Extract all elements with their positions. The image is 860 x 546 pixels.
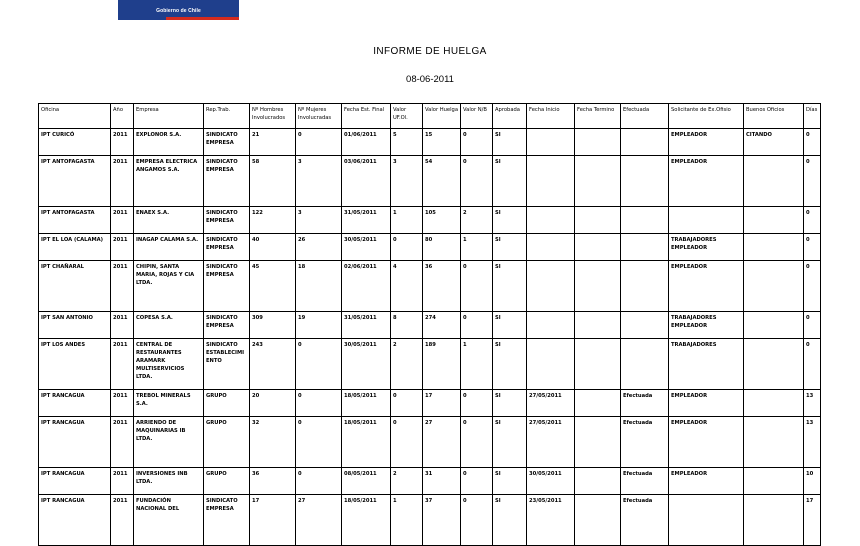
table-cell: 0 — [296, 468, 342, 495]
table-cell: EMPLEADOR — [669, 468, 744, 495]
table-cell: 27/05/2011 — [527, 390, 575, 417]
table-cell: 03/06/2011 — [342, 156, 391, 207]
table-body — [39, 129, 821, 546]
table-cell — [621, 339, 669, 390]
table-cell: 27 — [296, 495, 342, 546]
table-cell: SI — [493, 417, 527, 468]
column-header: Rep.Trab. — [204, 104, 250, 129]
table-cell: 17 — [250, 495, 296, 546]
table-cell — [744, 468, 804, 495]
table-cell: Efectuada — [621, 390, 669, 417]
table-cell: 0 — [461, 495, 493, 546]
table-cell — [575, 207, 621, 234]
table-cell: 0 — [461, 417, 493, 468]
table-cell — [575, 468, 621, 495]
table-cell — [527, 129, 575, 156]
table-cell: EMPLEADOR — [669, 417, 744, 468]
table-cell: 27/05/2011 — [527, 417, 575, 468]
table-cell: 2 — [461, 207, 493, 234]
table-cell: 2011 — [111, 468, 134, 495]
table-cell: IPT SAN ANTONIO — [39, 312, 111, 339]
column-header: Nº Mujeres Involucradas — [296, 104, 342, 129]
table-cell: 1 — [461, 339, 493, 390]
table-cell: 243 — [250, 339, 296, 390]
table-cell: 0 — [804, 261, 821, 312]
table-cell: INAGAP CALAMA S.A. — [134, 234, 204, 261]
table-cell: 0 — [804, 207, 821, 234]
table-row — [39, 339, 821, 390]
table-cell: TREBOL MINERALS S.A. — [134, 390, 204, 417]
table-cell — [527, 156, 575, 207]
column-header: Oficina — [39, 104, 111, 129]
table-cell: CENTRAL DE RESTAURANTES ARAMARK MULTISERVICIOS LTDA. — [134, 339, 204, 390]
table-cell — [621, 312, 669, 339]
column-header: Nº Hombres Involucrados — [250, 104, 296, 129]
table-cell: 0 — [804, 312, 821, 339]
table-cell — [527, 339, 575, 390]
table-cell: IPT CURICÓ — [39, 129, 111, 156]
table-cell: 8 — [391, 312, 423, 339]
table-cell: 19 — [296, 312, 342, 339]
table-cell: 0 — [296, 129, 342, 156]
table-cell: Efectuada — [621, 495, 669, 546]
table-row — [39, 207, 821, 234]
table-cell: 31/05/2011 — [342, 207, 391, 234]
table-cell: 0 — [804, 339, 821, 390]
table-row — [39, 468, 821, 495]
table-cell: SI — [493, 468, 527, 495]
table-cell: 3 — [296, 207, 342, 234]
table-cell — [575, 234, 621, 261]
table-cell — [744, 156, 804, 207]
table-cell: 37 — [423, 495, 461, 546]
table-cell: 274 — [423, 312, 461, 339]
table-cell: SINDICATO EMPRESA — [204, 156, 250, 207]
table-cell: 18 — [296, 261, 342, 312]
table-cell: 08/05/2011 — [342, 468, 391, 495]
table-cell: SI — [493, 390, 527, 417]
table-cell: 2011 — [111, 339, 134, 390]
table-cell: COPESA S.A. — [134, 312, 204, 339]
column-header: Año — [111, 104, 134, 129]
table-cell: ENAEX S.A. — [134, 207, 204, 234]
table-cell — [621, 261, 669, 312]
table-cell: 2 — [391, 468, 423, 495]
table-cell — [575, 417, 621, 468]
table-cell: CITANDO — [744, 129, 804, 156]
table-cell: 15 — [423, 129, 461, 156]
table-row — [39, 417, 821, 468]
column-header: Buenos Oficios — [744, 104, 804, 129]
table-cell: 0 — [804, 129, 821, 156]
table-cell: ARRIENDO DE MAQUINARIAS IB LTDA. — [134, 417, 204, 468]
table-cell: 01/06/2011 — [342, 129, 391, 156]
table-cell — [744, 339, 804, 390]
table-cell — [527, 312, 575, 339]
table-cell: 27 — [423, 417, 461, 468]
logo-stripe — [118, 17, 239, 20]
table-cell: 5 — [391, 129, 423, 156]
table-cell: 2011 — [111, 234, 134, 261]
table-cell — [527, 207, 575, 234]
table-cell: EMPLEADOR — [669, 129, 744, 156]
table-cell: SINDICATO EMPRESA — [204, 207, 250, 234]
table-cell: 0 — [296, 390, 342, 417]
column-header: Empresa — [134, 104, 204, 129]
table-cell — [575, 339, 621, 390]
table-cell: 13 — [804, 417, 821, 468]
table-cell: 2011 — [111, 495, 134, 546]
table-cell: 0 — [391, 234, 423, 261]
table-cell: IPT CHAÑARAL — [39, 261, 111, 312]
table-row — [39, 312, 821, 339]
table-cell — [527, 234, 575, 261]
table-cell: 0 — [804, 156, 821, 207]
table-cell — [621, 129, 669, 156]
table-cell — [744, 234, 804, 261]
table-cell — [744, 207, 804, 234]
column-header: Aprobada — [493, 104, 527, 129]
table-cell: 17 — [423, 390, 461, 417]
table-row — [39, 390, 821, 417]
table-cell: 45 — [250, 261, 296, 312]
table-cell: SI — [493, 129, 527, 156]
table-cell: TRABAJADORES EMPLEADOR — [669, 312, 744, 339]
table-cell: 02/06/2011 — [342, 261, 391, 312]
table-cell: 2011 — [111, 129, 134, 156]
table-cell: IPT EL LOA (CALAMA) — [39, 234, 111, 261]
table-cell: GRUPO — [204, 390, 250, 417]
table-cell: SINDICATO EMPRESA — [204, 261, 250, 312]
table-cell: 58 — [250, 156, 296, 207]
table-cell: 17 — [804, 495, 821, 546]
table-cell — [621, 234, 669, 261]
table-cell: 0 — [461, 312, 493, 339]
table-cell: 23/05/2011 — [527, 495, 575, 546]
table-cell: 30/05/2011 — [342, 339, 391, 390]
table-row — [39, 495, 821, 546]
table-cell: 0 — [296, 339, 342, 390]
table-cell: 31/05/2011 — [342, 312, 391, 339]
table-cell — [744, 417, 804, 468]
table-cell: 0 — [461, 468, 493, 495]
table-cell: 2011 — [111, 207, 134, 234]
table-cell: IPT ANTOFAGASTA — [39, 207, 111, 234]
table-cell: 4 — [391, 261, 423, 312]
table-cell — [621, 156, 669, 207]
table-cell: GRUPO — [204, 417, 250, 468]
column-header: Fecha Est. Final — [342, 104, 391, 129]
table-cell: SI — [493, 495, 527, 546]
report-date: 08-06-2011 — [406, 74, 454, 85]
table-cell — [744, 390, 804, 417]
column-header: Valor N/B — [461, 104, 493, 129]
table-cell: EMPLEADOR — [669, 390, 744, 417]
table-cell: 3 — [296, 156, 342, 207]
table-cell: 30/05/2011 — [342, 234, 391, 261]
table-cell — [744, 312, 804, 339]
table-cell: GRUPO — [204, 468, 250, 495]
strike-report-table — [38, 103, 821, 546]
table-cell: 2011 — [111, 312, 134, 339]
table-cell: 189 — [423, 339, 461, 390]
table-cell: 18/05/2011 — [342, 495, 391, 546]
table-cell: SINDICATO EMPRESA — [204, 312, 250, 339]
column-header: Fecha Inicio — [527, 104, 575, 129]
table-cell: SI — [493, 207, 527, 234]
table-cell: 80 — [423, 234, 461, 261]
table-cell: 0 — [461, 156, 493, 207]
table-cell: SINDICATO ESTABLECIMIENTO — [204, 339, 250, 390]
table-cell: 2011 — [111, 156, 134, 207]
table-cell: SI — [493, 234, 527, 261]
table-cell: 40 — [250, 234, 296, 261]
table-cell: IPT RANCAGUA — [39, 390, 111, 417]
column-header: Valor Huelga — [423, 104, 461, 129]
table-cell: 2011 — [111, 390, 134, 417]
table-cell: 3 — [391, 156, 423, 207]
table-cell: 1 — [391, 207, 423, 234]
table-cell: 2011 — [111, 261, 134, 312]
table-cell: 18/05/2011 — [342, 417, 391, 468]
table-cell: 21 — [250, 129, 296, 156]
table-cell: EXPLONOR S.A. — [134, 129, 204, 156]
table-cell: 1 — [391, 495, 423, 546]
table-cell: 0 — [804, 234, 821, 261]
table-row — [39, 156, 821, 207]
table-cell: 0 — [461, 129, 493, 156]
table-cell: CHIPIN, SANTA MARIA, ROJAS Y CIA LTDA. — [134, 261, 204, 312]
table-cell: IPT RANCAGUA — [39, 468, 111, 495]
table-cell: SI — [493, 156, 527, 207]
column-header: Solicitante de Ex.Ofisio — [669, 104, 744, 129]
table-cell: 10 — [804, 468, 821, 495]
government-logo — [118, 0, 239, 17]
table-cell — [575, 495, 621, 546]
table-cell: 36 — [250, 468, 296, 495]
table-cell: 18/05/2011 — [342, 390, 391, 417]
table-cell: IPT RANCAGUA — [39, 417, 111, 468]
table-cell: 122 — [250, 207, 296, 234]
table-cell: 26 — [296, 234, 342, 261]
table-cell: 31 — [423, 468, 461, 495]
table-row — [39, 234, 821, 261]
table-cell: 309 — [250, 312, 296, 339]
table-cell: EMPRESA ELECTRICA ANGAMOS S.A. — [134, 156, 204, 207]
table-cell: 105 — [423, 207, 461, 234]
table-cell — [527, 261, 575, 312]
table-cell: 0 — [461, 261, 493, 312]
table-cell: INVERSIONES INB LTDA. — [134, 468, 204, 495]
column-header: Efectuada — [621, 104, 669, 129]
table-cell: IPT LOS ANDES — [39, 339, 111, 390]
table-cell — [575, 261, 621, 312]
table-cell: IPT RANCAGUA — [39, 495, 111, 546]
table-cell: EMPLEADOR — [669, 261, 744, 312]
report-title: INFORME DE HUELGA — [373, 46, 487, 57]
table-cell: 36 — [423, 261, 461, 312]
table-cell: 0 — [461, 390, 493, 417]
table-cell — [744, 495, 804, 546]
table-cell — [575, 390, 621, 417]
table-cell: 30/05/2011 — [527, 468, 575, 495]
table-cell: SINDICATO EMPRESA — [204, 234, 250, 261]
column-header: Días — [804, 104, 821, 129]
table-cell: 0 — [296, 417, 342, 468]
table-cell: IPT ANTOFAGASTA — [39, 156, 111, 207]
table-cell: 54 — [423, 156, 461, 207]
table-cell: SI — [493, 339, 527, 390]
table-cell: SI — [493, 312, 527, 339]
table-cell: SINDICATO EMPRESA — [204, 129, 250, 156]
table-cell: 2 — [391, 339, 423, 390]
table-cell: Efectuada — [621, 417, 669, 468]
table-cell: Efectuada — [621, 468, 669, 495]
table-cell: SINDICATO EMPRESA — [204, 495, 250, 546]
table-cell: 0 — [391, 417, 423, 468]
table-cell — [744, 261, 804, 312]
table-header-row — [39, 104, 821, 129]
table-row — [39, 129, 821, 156]
table-cell: 13 — [804, 390, 821, 417]
table-cell: SI — [493, 261, 527, 312]
logo-text: Gobierno de Chile — [156, 8, 201, 14]
table-cell: TRABAJADORES EMPLEADOR — [669, 234, 744, 261]
table-cell — [669, 495, 744, 546]
column-header: Fecha Termino — [575, 104, 621, 129]
table-cell: EMPLEADOR — [669, 156, 744, 207]
table-cell — [575, 129, 621, 156]
table-row — [39, 261, 821, 312]
column-header: Valor UF.Ol. — [391, 104, 423, 129]
table-cell: 20 — [250, 390, 296, 417]
table-cell: 0 — [391, 390, 423, 417]
table-cell — [575, 156, 621, 207]
table-cell: 2011 — [111, 417, 134, 468]
table-cell: FUNDACIÓN NACIONAL DEL — [134, 495, 204, 546]
table-cell: 32 — [250, 417, 296, 468]
table-cell: 1 — [461, 234, 493, 261]
table-cell — [669, 207, 744, 234]
table-cell — [621, 207, 669, 234]
table-cell — [575, 312, 621, 339]
table-cell: TRABAJADORES — [669, 339, 744, 390]
